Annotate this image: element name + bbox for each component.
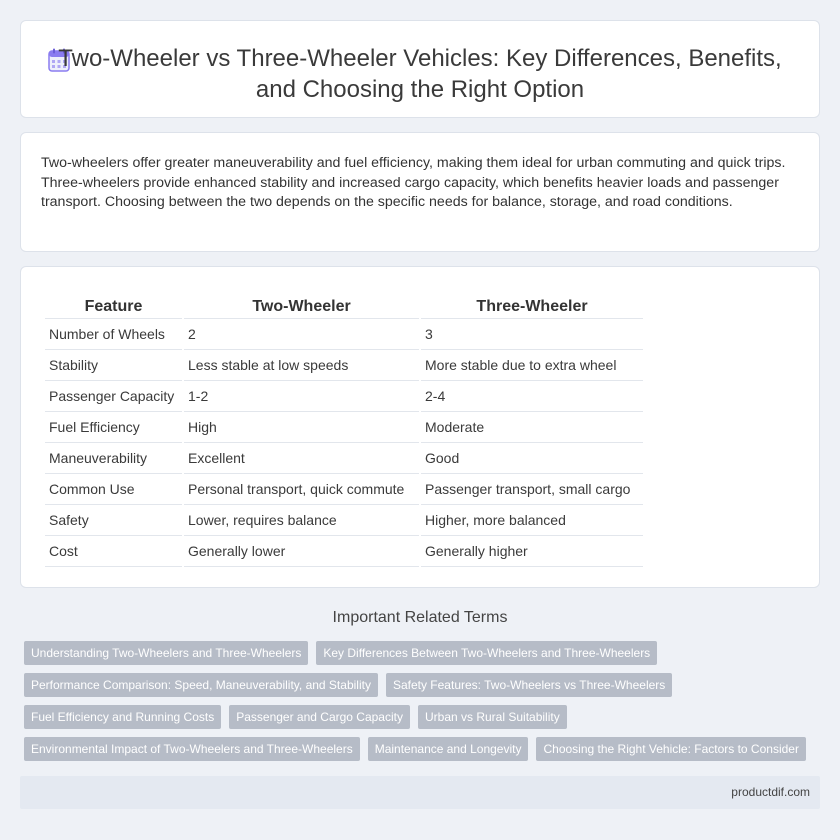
header-card — [20, 20, 820, 118]
table-row — [45, 505, 643, 536]
related-term-tag[interactable]: Performance Comparison: Speed, Maneuverability, and Stability — [24, 673, 378, 697]
related-terms-row — [24, 737, 824, 761]
table-cell: Generally higher — [421, 536, 643, 567]
table-row — [45, 474, 643, 505]
table-cell: Higher, more balanced — [421, 505, 643, 536]
table-cell: Stability — [45, 350, 182, 381]
related-terms-row — [24, 705, 824, 729]
related-term-tag[interactable]: Fuel Efficiency and Running Costs — [24, 705, 221, 729]
table-row — [45, 350, 643, 381]
footer-site-link[interactable]: productdif.com — [731, 785, 810, 799]
related-terms-row — [24, 641, 824, 665]
table-row — [45, 443, 643, 474]
table-cell: Fuel Efficiency — [45, 412, 182, 443]
table-cell: 1-2 — [184, 381, 419, 412]
page-title: Two-Wheeler vs Three-Wheeler Vehicles: Key Differences, Benefits, and Choosing the Right Option — [58, 45, 782, 103]
table-cell: 3 — [421, 319, 643, 350]
related-term-tag[interactable]: Maintenance and Longevity — [368, 737, 529, 761]
intro-paragraph: Two-wheelers offer greater maneuverability and fuel efficiency, making them ideal for urban commuting and quick trips. Three-wheelers provide enhanced stability and increased cargo capacity, which benefits heavier loads and passenger transport. Choosing between the two depends on the specific needs for balance, storage, and road conditions. — [41, 155, 786, 210]
table-cell: Moderate — [421, 412, 643, 443]
related-term-tag[interactable]: Urban vs Rural Suitability — [418, 705, 567, 729]
related-term-tag[interactable]: Environmental Impact of Two-Wheelers and Three-Wheelers — [24, 737, 360, 761]
table-cell: 2-4 — [421, 381, 643, 412]
related-terms-row — [24, 673, 824, 697]
table-cell: Common Use — [45, 474, 182, 505]
column-header-feature: Feature — [45, 295, 182, 319]
column-header-three-wheeler: Three-Wheeler — [421, 295, 643, 319]
comparison-table — [43, 295, 645, 567]
table-cell: Cost — [45, 536, 182, 567]
related-term-tag[interactable]: Choosing the Right Vehicle: Factors to Consider — [536, 737, 805, 761]
related-term-tag[interactable]: Passenger and Cargo Capacity — [229, 705, 410, 729]
table-row — [45, 381, 643, 412]
related-term-tag[interactable]: Understanding Two-Wheelers and Three-Wheelers — [24, 641, 308, 665]
table-cell: Safety — [45, 505, 182, 536]
table-cell: Excellent — [184, 443, 419, 474]
table-cell: Less stable at low speeds — [184, 350, 419, 381]
related-term-tag[interactable]: Key Differences Between Two-Wheelers and Three-Wheelers — [316, 641, 657, 665]
table-cell: Passenger Capacity — [45, 381, 182, 412]
table-row — [45, 536, 643, 567]
intro-card — [20, 132, 820, 252]
comparison-card — [20, 266, 820, 588]
table-cell: Lower, requires balance — [184, 505, 419, 536]
table-cell: 2 — [184, 319, 419, 350]
table-row — [45, 319, 643, 350]
table-cell: Personal transport, quick commute — [184, 474, 419, 505]
table-cell: Passenger transport, small cargo — [421, 474, 643, 505]
related-term-tag[interactable]: Safety Features: Two-Wheelers vs Three-Wheelers — [386, 673, 672, 697]
table-cell: Generally lower — [184, 536, 419, 567]
table-cell: Good — [421, 443, 643, 474]
table-header-row — [45, 295, 643, 319]
related-terms-heading: Important Related Terms — [332, 609, 508, 626]
table-cell: Maneuverability — [45, 443, 182, 474]
footer — [20, 776, 820, 809]
table-cell: Number of Wheels — [45, 319, 182, 350]
table-row — [45, 412, 643, 443]
table-cell: High — [184, 412, 419, 443]
related-terms-list — [24, 641, 824, 769]
column-header-two-wheeler: Two-Wheeler — [184, 295, 419, 319]
table-cell: More stable due to extra wheel — [421, 350, 643, 381]
